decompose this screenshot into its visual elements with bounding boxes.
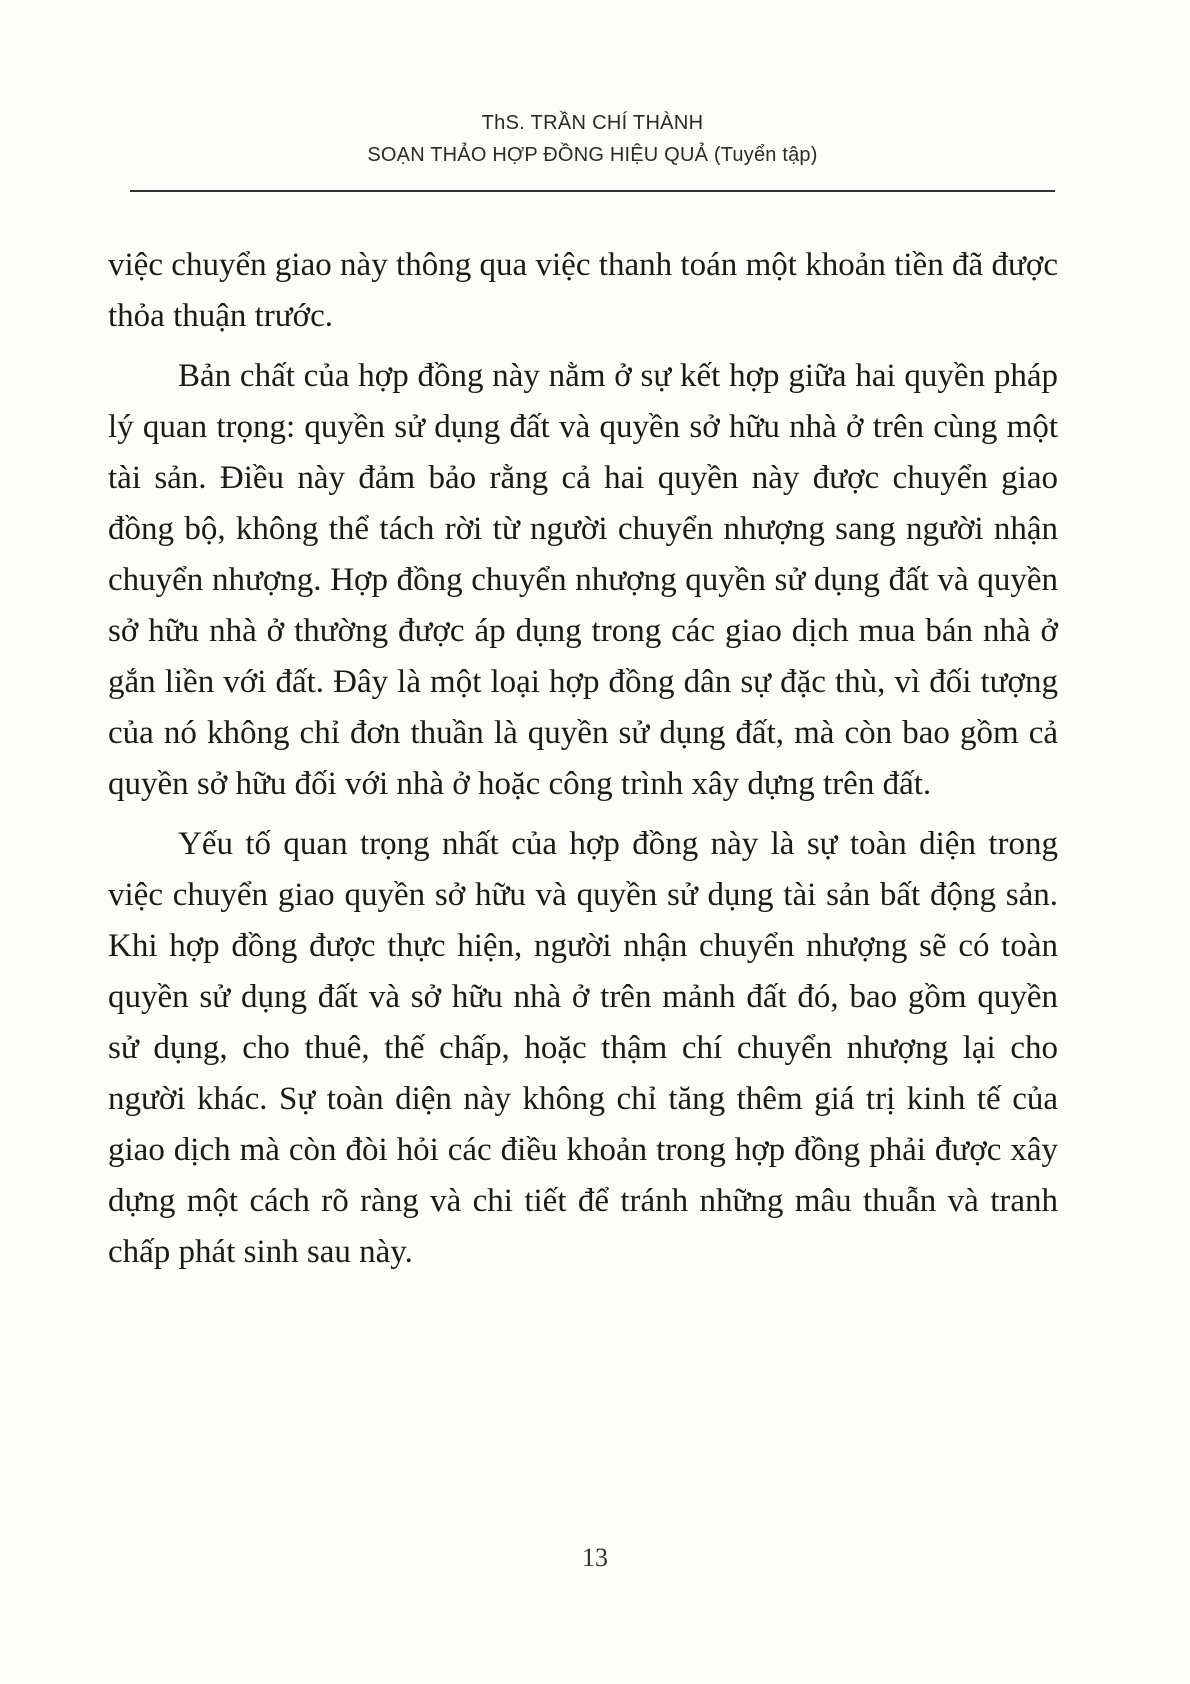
header-author: ThS. TRẦN CHÍ THÀNH <box>481 112 704 134</box>
body-text <box>108 240 1058 1287</box>
header-divider <box>130 190 1055 192</box>
paragraph: Yếu tố quan trọng nhất của hợp đồng này là sự toàn diện trong việc chuyển giao quyền sở hữu và quyền sử dụng tài sản bất động sản. Khi hợp đồng được thực hiện, người nhận chuyển nhượng sẽ có toàn quyền sử dụng đất và sở hữu nhà ở trên mảnh đất đó, bao gồm quyền sử dụng, cho thuê, thế chấp, hoặc thậm chí chuyển nhượng lại cho người khác. Sự toàn diện này không chỉ tăng thêm giá trị kinh tế của giao dịch mà còn đòi hỏi các điều khoản trong hợp đồng phải được xây dựng một cách rõ ràng và chi tiết để tránh những mâu thuẫn và tranh chấp phát sinh sau này. <box>108 826 1058 1270</box>
paragraph: Bản chất của hợp đồng này nằm ở sự kết hợp giữa hai quyền pháp lý quan trọng: quyền sử dụng đất và quyền sở hữu nhà ở trên cùng một tài sản. Điều này đảm bảo rằng cả hai quyền này được chuyển giao đồng bộ, không thể tách rời từ người chuyển nhượng sang người nhận chuyển nhượng. Hợp đồng chuyển nhượng quyền sử dụng đất và quyền sở hữu nhà ở thường được áp dụng trong các giao dịch mua bán nhà ở gắn liền với đất. Đây là một loại hợp đồng dân sự đặc thù, vì đối tượng của nó không chỉ đơn thuần là quyền sử dụng đất, mà còn bao gồm cả quyền sở hữu đối với nhà ở hoặc công trình xây dựng trên đất. <box>108 358 1058 802</box>
paragraph-continuation: việc chuyển giao này thông qua việc thanh toán một khoản tiền đã được thỏa thuận trước. <box>108 247 1058 334</box>
header-book-title: SOẠN THẢO HỢP ĐỒNG HIỆU QUẢ (Tuyển tập) <box>367 144 818 166</box>
running-header <box>130 108 1055 172</box>
page-number: 13 <box>582 1543 608 1572</box>
